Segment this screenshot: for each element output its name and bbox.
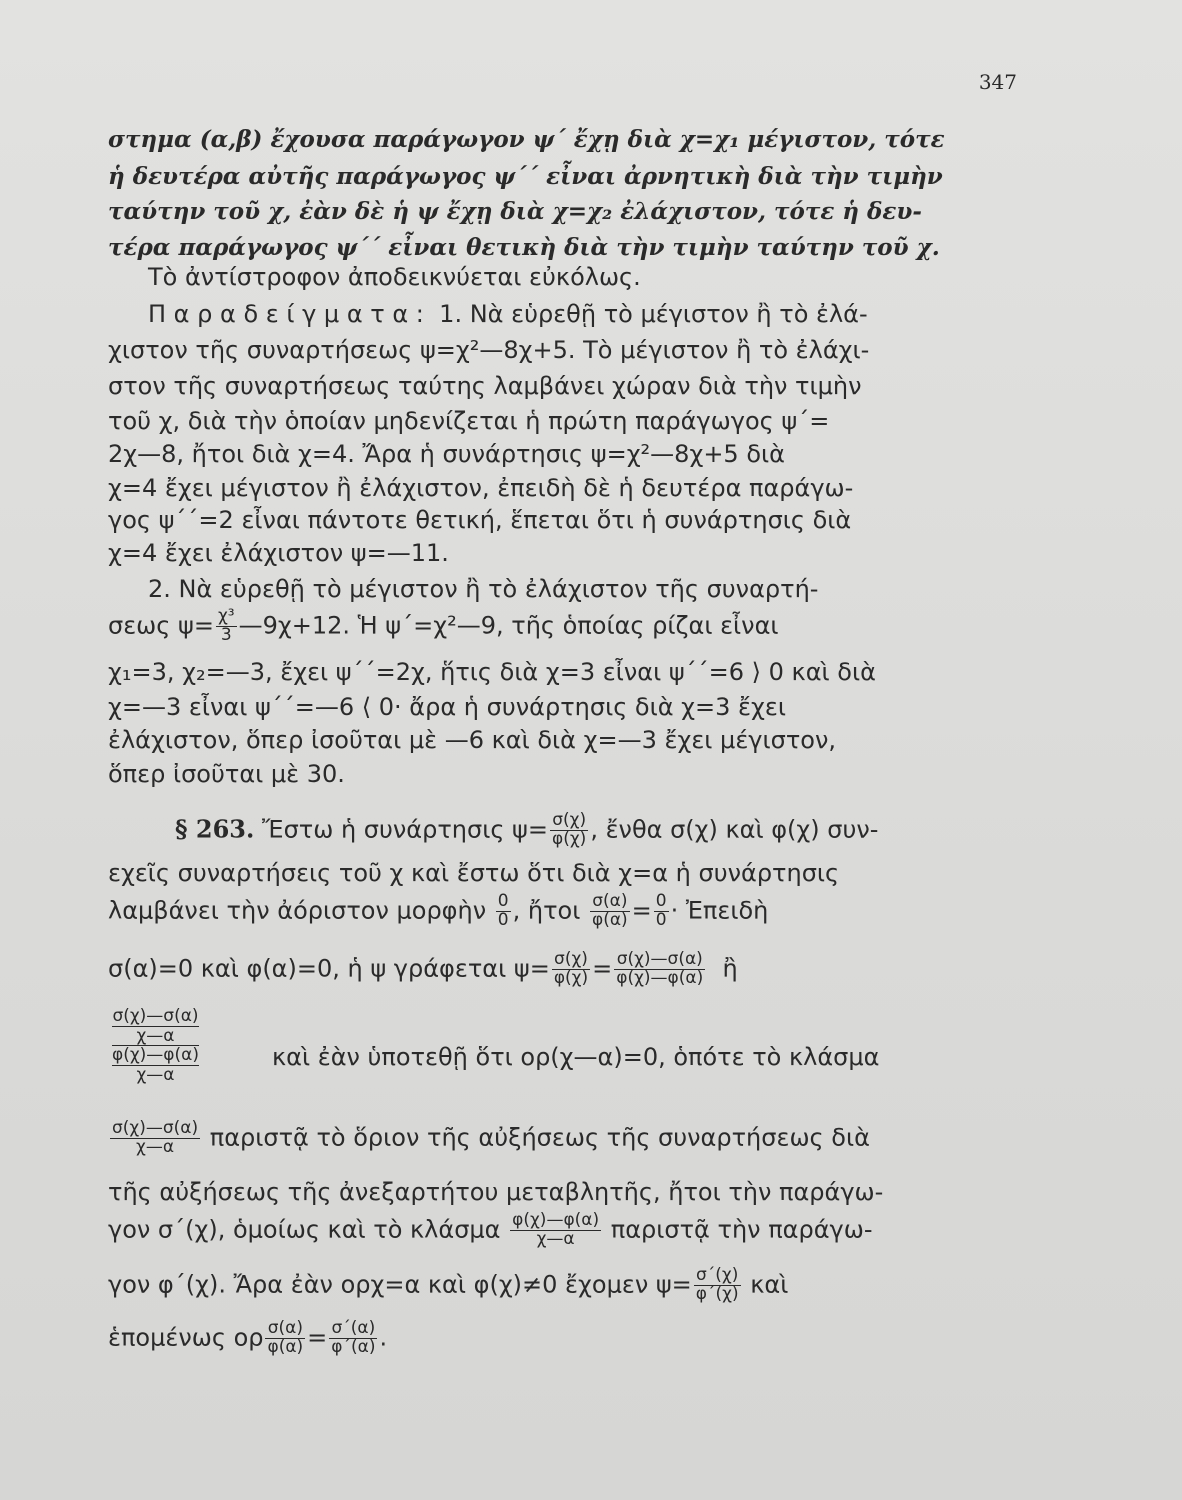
numerator: σ΄(α) (329, 1320, 377, 1339)
text-span: Ἔστω ἡ συνάρτησις ψ= (262, 815, 548, 844)
text-line (108, 1120, 870, 1157)
numerator: σ΄(χ) (694, 1267, 741, 1286)
text-line (148, 302, 868, 326)
text-span: παριστᾷ τὴν παράγω- (610, 1215, 873, 1244)
text-line: χιστον τῆς συναρτήσεως ψ=χ²—8χ+5. Τὸ μέγιστον ἢ τὸ ἐλάχι- (108, 336, 870, 364)
denominator: 0 (655, 909, 667, 930)
text-span: . (379, 1323, 388, 1352)
fraction (694, 1267, 741, 1304)
denominator: χ—α (536, 1228, 575, 1249)
numerator: σ(χ)—σ(α) (112, 1118, 199, 1138)
compound-fraction (112, 1007, 199, 1085)
numerator: χ—α (112, 1027, 199, 1047)
text-span: —9χ+12. Ἡ ψ΄=χ²—9, τῆς ὁποίας ρίζαι εἶναι (238, 611, 779, 640)
numerator: 0 (655, 891, 667, 911)
text-line: ὅπερ ἰσοῦται μὲ 30. (108, 760, 345, 788)
numerator: σ(χ)—σ(α) (614, 951, 705, 970)
denominator: χ—α (136, 1065, 175, 1086)
text-span: = (592, 954, 613, 983)
numerator: σ(χ)—σ(α) (112, 1006, 199, 1026)
numerator: σ(α) (590, 893, 630, 912)
numerator: 0 (497, 891, 509, 911)
fraction (496, 893, 511, 930)
text-line (108, 893, 768, 930)
numerator: σ(α) (265, 1320, 305, 1339)
text-line: χ=4 ἔχει μέγιστον ἢ ἐλάχιστον, ἐπειδὴ δὲ ἡ δευτέρα παράγω- (108, 474, 854, 502)
fraction (552, 951, 590, 988)
denominator: φ(χ) (552, 828, 587, 849)
text-line: 2χ—8, ἤτοι διὰ χ=4. Ἄρα ἡ συνάρτησις ψ=χ²—8χ+5 διὰ (108, 440, 785, 468)
text-span: · Ἐπειδὴ (670, 896, 769, 925)
denominator: φ(α) (591, 909, 628, 930)
text-line: στον τῆς συναρτήσεως ταύτης λαμβάνει χώραν διὰ τὴν τιμὴν (108, 372, 862, 400)
examples-heading: Π α ρ α δ ε ί γ μ α τ α : (148, 300, 424, 328)
text-span: γον σ΄(χ), ὁμοίως καὶ τὸ κλάσμα (108, 1215, 501, 1244)
text-line: ταύτην τοῦ χ, ἐὰν δὲ ἡ ψ ἔχῃ διὰ χ=χ₂ ἐλάχιστον, τότε ἡ δευ- (108, 198, 922, 225)
fraction (329, 1320, 377, 1357)
text-span: = (631, 896, 652, 925)
numerator: χ³ (217, 606, 235, 626)
text-span: παριστᾷ τὸ ὅριον τῆς αὐξήσεως τῆς συναρτήσεως διὰ (209, 1123, 870, 1152)
text-span: , ἤτοι (512, 896, 581, 925)
text-line (108, 608, 779, 645)
fraction (654, 893, 669, 930)
text-span: γον φ΄(χ). Ἄρα ἐὰν ορχ=α καὶ φ(χ)≠0 ἔχομεν ψ= (108, 1270, 692, 1299)
text-span: λαμβάνει τὴν ἀόριστον μορφὴν (108, 896, 487, 925)
text-line: γος ψ΄΄=2 εἶναι πάντοτε θετική, ἕπεται ὅτι ἡ συνάρτησις διὰ (108, 506, 852, 534)
text-span: , ἔνθα σ(χ) καὶ φ(χ) συν- (590, 815, 879, 844)
text-line: χ=—3 εἶναι ψ΄΄=—6 ⟨ 0· ἄρα ἡ συνάρτησις διὰ χ=3 ἔχει (108, 693, 786, 721)
text-line: εχεῖς συναρτήσεις τοῦ χ καὶ ἔστω ὅτι διὰ χ=α ἡ συνάρτησις (108, 859, 840, 887)
text-span: σ(α)=0 καὶ φ(α)=0, ἡ ψ γράφεται ψ= (108, 954, 550, 983)
denominator: φ(α) (267, 1336, 304, 1357)
denominator: χ—α (136, 1136, 175, 1157)
fraction (110, 1120, 200, 1157)
numerator: σ(χ) (552, 951, 590, 970)
text-line (108, 1320, 387, 1357)
text-span: = (307, 1323, 328, 1352)
page-number: 347 (978, 70, 1017, 94)
text-span: σεως ψ= (108, 611, 214, 640)
text-line: ἡ δευτέρα αὐτῆς παράγωγος ψ΄΄ εἶναι ἀρνητικὴ διὰ τὴν τιμὴν (108, 163, 943, 190)
numerator: σ(χ) (550, 812, 588, 831)
fraction (265, 1320, 305, 1357)
text-line: στημα (α,β) ἔχουσα παράγωγον ψ΄ ἔχῃ διὰ χ=χ₁ μέγιστον, τότε (108, 126, 945, 153)
text-line: τοῦ χ, διὰ τὴν ὁποίαν μηδενίζεται ἡ πρώτη παράγωγος ψ΄= (108, 407, 830, 435)
fraction (550, 812, 588, 849)
section-number: § 263. (175, 814, 255, 844)
text-line: χ₁=3, χ₂=—3, ἔχει ψ΄΄=2χ, ἥτις διὰ χ=3 εἶναι ψ΄΄=6 ⟩ 0 καὶ διὰ (108, 658, 876, 686)
text-line: τέρα παράγωγος ψ΄΄ εἶναι θετικὴ διὰ τὴν τιμὴν ταύτην τοῦ χ. (108, 234, 940, 261)
text-span: ἑπομένως ορ (108, 1323, 264, 1352)
text-span: καὶ (750, 1270, 789, 1299)
text-line (108, 1267, 788, 1304)
fraction (510, 1212, 601, 1249)
text-span: 1. Νὰ εὑρεθῇ τὸ μέγιστον ἢ τὸ ἐλά- (439, 300, 868, 328)
denominator: φ(χ) (553, 967, 589, 988)
fraction (590, 893, 630, 930)
text-line: 2. Νὰ εὑρεθῇ τὸ μέγιστον ἢ τὸ ἐλάχιστον τῆς συναρτή- (148, 575, 819, 603)
denominator: φ΄(α) (331, 1336, 376, 1357)
numerator: φ(χ)—φ(α) (512, 1210, 600, 1230)
denominator: 3 (220, 624, 232, 645)
text-line: Τὸ ἀντίστροφον ἀποδεικνύεται εὐκόλως. (148, 263, 641, 291)
text-line: ἐλάχιστον, ὅπερ ἰσοῦται μὲ —6 καὶ διὰ χ=—3 ἔχει μέγιστον, (108, 726, 836, 754)
text-line: χ=4 ἔχει ἐλάχιστον ψ=—11. (108, 539, 449, 567)
text-span: ἢ (722, 954, 738, 983)
denominator: φ΄(χ) (695, 1283, 739, 1304)
denominator: 0 (497, 909, 509, 930)
denominator: φ(χ)—φ(α) (112, 1045, 199, 1066)
text-line (108, 951, 738, 988)
text-line: τῆς αὐξήσεως τῆς ἀνεξαρτήτου μεταβλητῆς, ἤτοι τὴν παράγω- (108, 1178, 884, 1206)
text-line: καὶ ἐὰν ὑποτεθῇ ὅτι ορ(χ—α)=0, ὁπότε τὸ κλάσμα (272, 1043, 880, 1071)
text-line (108, 1212, 872, 1249)
text-line (175, 812, 878, 849)
denominator: φ(χ)—φ(α) (616, 967, 704, 988)
fraction (614, 951, 705, 988)
fraction (216, 608, 237, 645)
